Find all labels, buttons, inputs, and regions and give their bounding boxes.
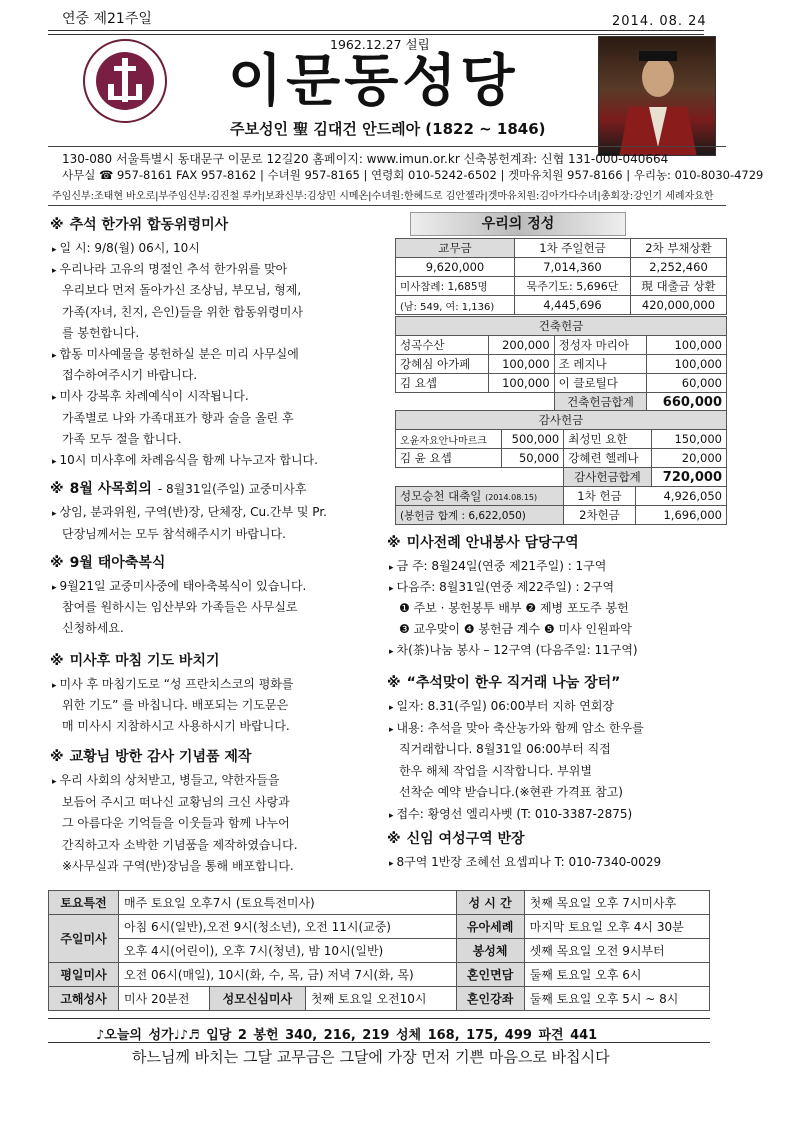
asterism-icon: ※ bbox=[387, 831, 401, 847]
address-line: 130-080 서울특별시 동대문구 이문로 12길20 홈페이지: www.imun.or.kr 신축봉헌계좌: 신협 131-000-040664 bbox=[62, 152, 669, 166]
left-line-text: 접수하여주시기 바랍니다. bbox=[62, 368, 198, 383]
left-section-heading: 추석 한가위 합동위령미사 bbox=[69, 217, 229, 233]
bullet-icon: ▸ bbox=[52, 509, 57, 519]
mass-schedule-table bbox=[48, 890, 710, 1011]
left-section-heading: 9월 태아축복식 bbox=[69, 555, 166, 571]
build-cell: 100,000 bbox=[488, 374, 554, 393]
left-line-text: 위한 기도” 를 바칩니다. 배포되는 기도문은 bbox=[62, 698, 289, 712]
thanks-cell: 150,000 bbox=[651, 430, 726, 449]
offer-val-1: 7,014,360 bbox=[514, 258, 630, 277]
left-section-4-line bbox=[52, 835, 298, 855]
left-section-heading: 미사후 마침 기도 바치기 bbox=[69, 653, 220, 669]
build-total-label: 건축헌금합계 bbox=[554, 393, 647, 412]
right-line-text: 다음주: 8월31일(연중 제22주일) : 2구역 bbox=[396, 580, 615, 594]
building-fund-table bbox=[395, 316, 727, 412]
sched-sunday-b: 오후 4시(어린이), 오후 7시(청년), 밤 10시(일반) bbox=[119, 939, 457, 963]
build-cell: 100,000 bbox=[647, 336, 727, 355]
left-section-3-line bbox=[52, 716, 290, 736]
left-section-title-3 bbox=[50, 650, 220, 670]
issue-date: 2014. 08. 24 bbox=[612, 14, 707, 29]
left-line-text: 보듬어 주시고 떠나신 교황님의 크신 사랑과 bbox=[62, 794, 290, 809]
right-section-1-line bbox=[389, 804, 632, 826]
sched-label-sunday: 주일미사 bbox=[49, 915, 119, 963]
rosary-count: 묵주기도: 5,696단 bbox=[514, 277, 630, 296]
left-section-0-line bbox=[52, 323, 139, 343]
sched-marian: 첫째 토요일 오전10시 bbox=[305, 987, 456, 1011]
asterism-icon: ※ bbox=[387, 675, 401, 691]
right-section-0-line bbox=[389, 577, 614, 599]
left-section-4-line bbox=[52, 770, 279, 792]
right-section-heading: 미사전례 안내봉사 담당구역 bbox=[406, 535, 579, 551]
closing-message: 하느님께 바치는 그달 교무금은 그달에 가장 먼저 기쁜 마음으로 바칩시다 bbox=[132, 1048, 610, 1066]
bullet-icon: ▸ bbox=[52, 393, 57, 404]
issue-label: 연중 제21주일 bbox=[62, 11, 152, 27]
thanks-title: 감사헌금 bbox=[396, 411, 727, 430]
loan-label: 現 대출금 상환 bbox=[631, 277, 727, 296]
right-line-text: 선착순 예약 받습니다.(※현관 가격표 참고) bbox=[399, 785, 623, 799]
left-section-2-line bbox=[52, 597, 298, 617]
bullet-icon: ▸ bbox=[389, 647, 394, 657]
right-section-1-line bbox=[389, 782, 623, 802]
header-rule bbox=[48, 30, 704, 31]
left-section-0-line bbox=[52, 302, 303, 322]
left-section-1-line bbox=[52, 524, 286, 544]
build-total: 660,000 bbox=[647, 393, 727, 412]
thanks-cell: 김 윤 요셉 bbox=[396, 449, 502, 468]
loan-amount: 420,000,000 bbox=[631, 296, 727, 315]
bullet-icon: ▸ bbox=[389, 584, 394, 594]
info-rule-bottom bbox=[48, 205, 726, 206]
left-line-text: ※사무실과 구역(반)장님을 통해 배포합니다. bbox=[62, 859, 294, 873]
left-section-0-line bbox=[52, 386, 249, 408]
build-cell: 정성자 마리아 bbox=[554, 336, 647, 355]
left-section-3-line bbox=[52, 695, 288, 715]
thanks-fund-table bbox=[395, 410, 727, 487]
staff-line: 주임신부:조태현 바오로|부주임신부:김진철 루카|보좌신부:김상민 시메온|수녀원:한혜드로 김안젤라|겟마유치원:김아가다수녀|총회장:강인기 세례자요한 bbox=[52, 191, 714, 202]
footer-rule-mid bbox=[48, 1042, 710, 1043]
parish-logo bbox=[82, 38, 168, 124]
right-line-text: ❸ 교우맞이 ❹ 봉헌금 계수 ❺ 미사 인원파악 bbox=[399, 622, 632, 636]
assump-date: (2014.08.15) bbox=[485, 493, 538, 502]
left-section-2-line bbox=[52, 618, 124, 638]
right-section-1-line bbox=[389, 696, 614, 718]
sched-sunday-a: 아침 6시(일반),오전 9시(청소년), 오전 11시(교중) bbox=[119, 915, 457, 939]
thanks-cell: 20,000 bbox=[651, 449, 726, 468]
left-section-0-line bbox=[52, 280, 301, 300]
left-section-0-line bbox=[52, 429, 182, 449]
right-section-0-line bbox=[389, 556, 606, 578]
offer-head-2: 2차 부채상환 bbox=[631, 239, 727, 258]
thanks-total: 720,000 bbox=[651, 468, 726, 487]
sched-label-marriage-course: 혼인강좌 bbox=[456, 987, 524, 1011]
left-line-text: 신청하세요. bbox=[62, 621, 124, 635]
thanks-cell: 오윤자요안나마르크 bbox=[396, 430, 502, 449]
right-section-2-line bbox=[389, 852, 661, 874]
left-section-3-line bbox=[52, 674, 293, 696]
left-line-text: 간직하고자 소박한 기념품을 제작하였습니다. bbox=[62, 837, 298, 852]
right-section-title-1 bbox=[387, 672, 620, 692]
left-line-text: 미사 강복후 차례예식이 시작됩니다. bbox=[59, 389, 249, 404]
sched-marriage-interview: 둘째 토요일 오후 6시 bbox=[524, 963, 709, 987]
build-cell: 200,000 bbox=[488, 336, 554, 355]
left-section-4-line bbox=[52, 813, 290, 833]
left-line-text: 일 시: 9/8(월) 06시, 10시 bbox=[59, 241, 200, 255]
bullet-icon: ▸ bbox=[389, 810, 394, 821]
bullet-icon: ▸ bbox=[52, 457, 57, 467]
rosary-amount: 4,445,696 bbox=[514, 296, 630, 315]
sched-confession: 미사 20분전 bbox=[119, 987, 210, 1011]
build-cell: 100,000 bbox=[488, 355, 554, 374]
sched-weekday: 오전 06시(매일), 10시(화, 수, 목, 금) 저녁 7시(화, 목) bbox=[119, 963, 457, 987]
right-section-0-line bbox=[389, 598, 629, 618]
thanks-cell: 최성민 요한 bbox=[564, 430, 651, 449]
asterism-icon: ※ bbox=[50, 749, 64, 765]
build-cell: 60,000 bbox=[647, 374, 727, 393]
bullet-icon: ▸ bbox=[52, 266, 57, 277]
left-section-4-line bbox=[52, 856, 294, 876]
left-line-text: 합동 미사예물을 봉헌하실 분은 미리 사무실에 bbox=[59, 347, 299, 361]
bullet-icon: ▸ bbox=[389, 703, 394, 713]
assump-label-cell bbox=[396, 487, 564, 506]
left-section-heading: 교황님 방한 감사 기념품 제작 bbox=[69, 749, 252, 765]
left-line-text: 10시 미사후에 차례음식을 함께 나누고자 합니다. bbox=[59, 453, 318, 467]
sched-label-communion: 봉성체 bbox=[456, 939, 524, 963]
left-line-text: 미사 후 마침기도로 “성 프란치스코의 평화를 bbox=[59, 677, 294, 691]
right-line-text: ❶ 주보 · 봉헌봉투 배부 ❷ 제병 포도주 봉헌 bbox=[399, 601, 629, 615]
asterism-icon: ※ bbox=[50, 481, 64, 497]
right-line-text: 금 주: 8월24일(연중 제21주일) : 1구역 bbox=[396, 559, 607, 573]
sched-infant-baptism: 마지막 토요일 오후 4시 30분 bbox=[524, 915, 709, 939]
info-rule-top bbox=[48, 146, 726, 147]
offering-banner: 우리의 정성 bbox=[410, 212, 626, 236]
parish-title: 이문동성당 bbox=[228, 49, 519, 114]
thanks-total-label: 감사헌금합계 bbox=[564, 468, 651, 487]
right-section-1-line bbox=[389, 761, 592, 781]
assump-label: 성모승천 대축일 bbox=[400, 489, 482, 503]
assump-first: 4,926,050 bbox=[635, 487, 726, 506]
left-section-heading: 8월 사목회의 bbox=[69, 481, 152, 497]
bullet-icon: ▸ bbox=[52, 583, 57, 593]
sched-label-marriage-interview: 혼인면담 bbox=[456, 963, 524, 987]
left-line-text: 참여를 원하시는 임산부와 가족들은 사무실로 bbox=[62, 600, 298, 614]
right-line-text: 접수: 황영선 엘리사벳 (T: 010-3387-2875) bbox=[396, 806, 633, 821]
left-line-text: 를 봉헌합니다. bbox=[62, 325, 140, 340]
build-cell: 이 클로틸다 bbox=[554, 374, 647, 393]
sched-saturday: 매주 토요일 오후7시 (토요특전미사) bbox=[119, 891, 457, 915]
assump-second: 1,696,000 bbox=[635, 506, 726, 525]
left-section-0-line bbox=[52, 259, 287, 281]
left-section-title-0 bbox=[50, 214, 228, 234]
assumption-table bbox=[395, 486, 727, 525]
sched-label-marian: 성모신심미사 bbox=[209, 987, 305, 1011]
left-section-0-line bbox=[52, 344, 299, 366]
offering-table bbox=[395, 238, 727, 315]
asterism-icon: ※ bbox=[387, 535, 401, 551]
asterism-icon: ※ bbox=[50, 555, 64, 571]
asterism-icon: ※ bbox=[50, 217, 64, 233]
offer-val-0: 9,620,000 bbox=[396, 258, 515, 277]
right-line-text: 내용: 추석을 맞아 축산농가와 함께 암소 한우를 bbox=[396, 720, 644, 735]
left-section-0-line bbox=[52, 408, 294, 428]
right-line-text: 차(茶)나눔 봉사 – 12구역 (다음주일: 11구역) bbox=[396, 643, 638, 657]
assump-first-label: 1차 헌금 bbox=[564, 487, 636, 506]
left-section-1-line bbox=[52, 502, 327, 524]
hymn-line: ♪오늘의 성가♩♪♬ 입당 2 봉헌 340, 216, 219 성체 168, 175, 499 파견 441 bbox=[96, 1028, 598, 1043]
patron-saint: 주보성인 聖 김대건 안드레아 (1822 ~ 1846) bbox=[230, 120, 546, 138]
left-section-0-line bbox=[52, 365, 197, 385]
bullet-icon: ▸ bbox=[52, 245, 57, 255]
right-line-text: 직거래합니다. 8월31일 06:00부터 직접 bbox=[399, 742, 611, 756]
left-line-text: 상임, 분과위원, 구역(반)장, 단체장, Cu.간부 및 Pr. bbox=[59, 505, 327, 519]
left-line-text: 9월21일 교중미사중에 태아축복식이 있습니다. bbox=[59, 579, 307, 593]
sched-label-confession: 고해성사 bbox=[49, 987, 119, 1011]
assump-total-label: (봉헌금 합계 : 6,622,050) bbox=[396, 506, 564, 525]
right-line-text: 일자: 8.31(주일) 06:00부터 지하 연회장 bbox=[396, 699, 615, 713]
bullet-icon: ▸ bbox=[52, 681, 57, 691]
build-cell: 100,000 bbox=[647, 355, 727, 374]
asterism-icon: ※ bbox=[50, 653, 64, 669]
right-section-title-0 bbox=[387, 532, 579, 552]
left-line-text: 우리나라 고유의 명절인 추석 한가위를 맞아 bbox=[59, 262, 288, 277]
bullet-icon: ▸ bbox=[389, 724, 394, 735]
left-section-0-line bbox=[52, 238, 200, 260]
bullet-icon: ▸ bbox=[52, 351, 57, 361]
right-section-title-2 bbox=[387, 828, 525, 848]
thanks-cell: 강혜련 헬레나 bbox=[564, 449, 651, 468]
sched-holyhour: 첫째 목요일 오후 7시미사후 bbox=[524, 891, 709, 915]
thanks-cell: 50,000 bbox=[501, 449, 563, 468]
left-section-subtitle: - 8월31일(주일) 교중미사후 bbox=[157, 482, 307, 496]
right-section-heading: “추석맞이 한우 직거래 나눔 장터” bbox=[406, 675, 621, 691]
offer-head-1: 1차 주일헌금 bbox=[514, 239, 630, 258]
sched-communion: 셋째 목요일 오전 9시부터 bbox=[524, 939, 709, 963]
build-cell: 김 요셉 bbox=[396, 374, 489, 393]
left-line-text: 가족별로 나와 가족대표가 향과 술을 올린 후 bbox=[62, 410, 294, 425]
bullet-icon: ▸ bbox=[389, 859, 394, 869]
build-cell: 조 레지나 bbox=[554, 355, 647, 374]
right-section-1-line bbox=[389, 739, 611, 759]
footer-rule-top bbox=[48, 1018, 710, 1019]
thanks-cell: 500,000 bbox=[501, 430, 563, 449]
mass-attendance: 미사참례: 1,685명 bbox=[396, 277, 515, 296]
offer-head-0: 교무금 bbox=[396, 239, 515, 258]
left-line-text: 그 아름다운 기억들을 이웃들과 함께 나누어 bbox=[62, 816, 290, 830]
founded-date: 1962.12.27 설립 bbox=[330, 37, 430, 52]
saint-portrait-image bbox=[598, 36, 716, 156]
right-section-heading: 신임 여성구역 반장 bbox=[406, 831, 525, 847]
sched-label-infant-baptism: 유아세례 bbox=[456, 915, 524, 939]
build-cell: 성곡수산 bbox=[396, 336, 489, 355]
left-section-4-line bbox=[52, 792, 290, 812]
sched-label-saturday: 토요특전 bbox=[49, 891, 119, 915]
build-title: 건축헌금 bbox=[396, 317, 727, 336]
contact-line: 사무실 ☎ 957-8161 FAX 957-8162 | 수녀원 957-8165 | 연령회 010-5242-6502 | 겟마유치원 957-8166 | 우리농: 010-8030-4729 bbox=[62, 168, 764, 182]
right-line-text: 8구역 1반장 조혜선 요셉피나 T: 010-7340-0029 bbox=[396, 855, 662, 869]
left-section-0-line bbox=[52, 450, 318, 472]
left-section-title-1 bbox=[50, 478, 306, 498]
sched-marriage-course: 둘째 토요일 오후 5시 ~ 8시 bbox=[524, 987, 709, 1011]
build-cell: 강혜심 아가페 bbox=[396, 355, 489, 374]
left-line-text: 단장님께서는 모두 참석해주시기 바랍니다. bbox=[62, 527, 286, 541]
left-line-text: 가족(자녀, 친지, 은인)들을 위한 합동위령미사 bbox=[62, 304, 303, 319]
right-line-text: 한우 해체 작업을 시작합니다. 부위별 bbox=[399, 763, 592, 778]
sched-label-holyhour: 성 시 간 bbox=[456, 891, 524, 915]
assump-second-label: 2차헌금 bbox=[564, 506, 636, 525]
left-line-text: 매 미사시 지참하시고 사용하시기 바랍니다. bbox=[62, 719, 290, 733]
right-section-0-line bbox=[389, 640, 638, 662]
left-section-2-line bbox=[52, 576, 306, 598]
offer-val-2: 2,252,460 bbox=[631, 258, 727, 277]
attendance-split: (남: 549, 여: 1,136) bbox=[396, 296, 515, 315]
right-section-0-line bbox=[389, 619, 632, 639]
left-line-text: 우리보다 먼저 돌아가신 조상님, 부모님, 형제, bbox=[62, 283, 302, 298]
left-line-text: 우리 사회의 상처받고, 병들고, 약한자들을 bbox=[59, 773, 280, 787]
left-section-title-2 bbox=[50, 552, 165, 572]
right-section-1-line bbox=[389, 718, 644, 740]
left-line-text: 가족 모두 절을 합니다. bbox=[62, 431, 182, 446]
bullet-icon: ▸ bbox=[389, 563, 394, 573]
left-section-title-4 bbox=[50, 746, 251, 766]
bullet-icon: ▸ bbox=[52, 777, 57, 787]
sched-label-weekday: 평일미사 bbox=[49, 963, 119, 987]
